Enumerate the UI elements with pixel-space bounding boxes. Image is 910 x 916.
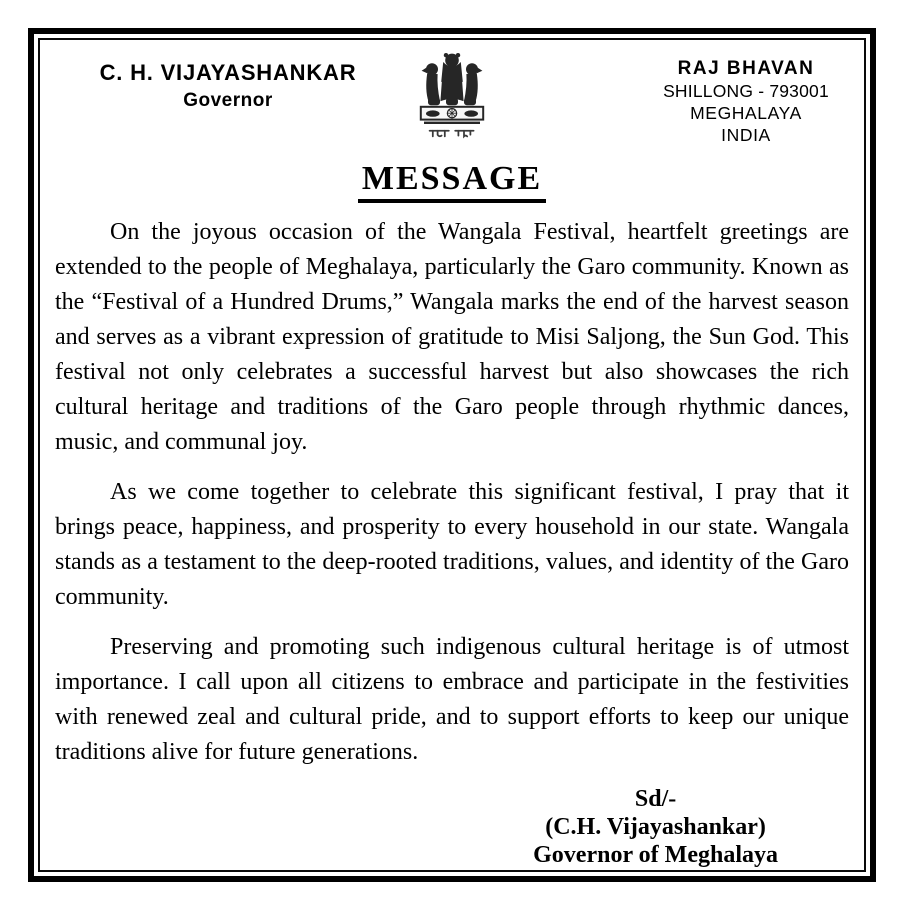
address-block: [648, 58, 844, 146]
signature-block: [533, 785, 778, 869]
message-body: [55, 215, 849, 770]
signature-name: (C.H. Vijayashankar): [545, 813, 766, 840]
governor-name: C. H. VIJAYASHANKAR: [99, 60, 357, 85]
inner-border: [38, 38, 866, 872]
rajbhavan-block: [502, 48, 850, 146]
governor-designation: Governor: [183, 90, 273, 111]
address-line: INDIA: [721, 125, 771, 145]
page-title: MESSAGE: [358, 161, 546, 203]
signature-designation: Governor of Meghalaya: [533, 841, 778, 868]
title-row: [54, 161, 850, 203]
signature-sd: Sd/-: [634, 785, 677, 812]
outer-border: [28, 28, 876, 882]
paragraph-2: As we come together to celebrate this significant festival, I pray that it brings peace, happiness, and prosperity to every household in our state. Wangala stands as a testament to the deep-rooted traditions, values, and identity of the Garo community.: [55, 478, 849, 610]
emblem-container: [402, 48, 502, 159]
paragraph-1: On the joyous occasion of the Wangala Festival, heartfelt greetings are extended to the people of Meghalaya, particularly the Garo community. Known as the “Festival of a Hundred Drums,” Wangala marks the end of the harvest season and serves as a vibrant expression of gratitude to Misi Saljong, the Sun God. This festival not only celebrates a successful harvest but also showcases the rich cultural heritage and traditions of the Garo people through rhythmic dances, music, and communal joy.: [55, 218, 849, 455]
paragraph-3: Preserving and promoting such indigenous cultural heritage is of utmost importance. I call upon all citizens to embrace and participate in the festivities with renewed zeal and cultural pride, and to support efforts to keep our unique traditions alive for future generations.: [55, 633, 849, 765]
letterhead: [54, 48, 850, 159]
address-line: SHILLONG - 793001: [663, 81, 829, 101]
address-line: RAJ BHAVAN: [677, 58, 815, 79]
address-line: MEGHALAYA: [690, 103, 802, 123]
governor-block: [54, 48, 402, 112]
state-emblem-of-india-icon: [416, 50, 488, 159]
